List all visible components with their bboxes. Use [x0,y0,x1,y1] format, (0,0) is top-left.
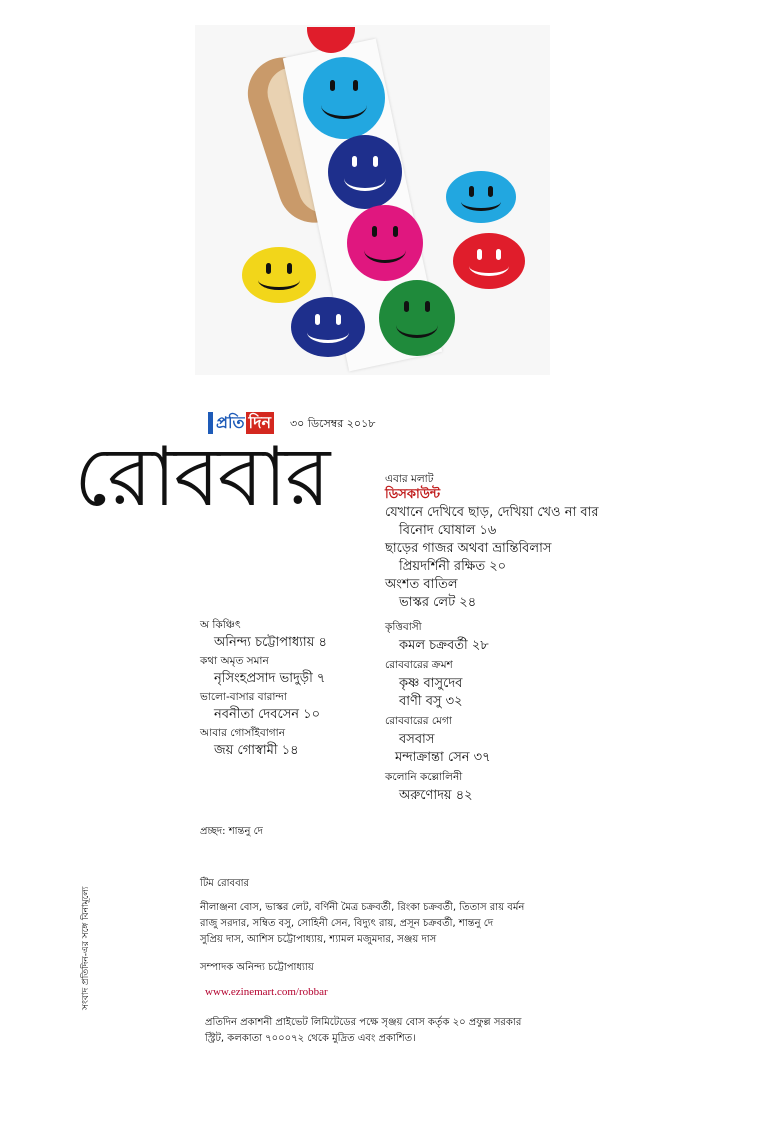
logo-text-part2: দিন [246,412,275,434]
smiley-navy-strip [328,135,402,209]
smiley-magenta-strip [347,205,423,281]
toc-label: এবার মলাট [385,473,434,485]
team-list [200,900,540,948]
cover-image [195,25,550,375]
toc-section: কথা অমৃত সমান [200,655,269,667]
toc-section-author: নবনীতা দেবসেন ১০ [214,707,321,722]
team-line: নীলাঞ্জনা বোস, ভাস্কর লেট, বর্ণিনী মৈত্র চক্রবর্তী, রিংকা চক্রবর্তী, তিতাস রায় বর্মন [200,902,525,913]
website-link[interactable]: www.ezinemart.com/robbar [205,986,328,998]
toc-left [200,618,400,760]
toc-section: আবার গোসাঁইবাগান [200,727,285,739]
toc-item-title: অংশত বাতিল [385,577,458,592]
toc-item-author: ভাস্কর লেট ২৪ [399,595,477,610]
printer-line: স্ট্রিট, কলকাতা ৭০০০৭২ থেকে মুদ্রিত এবং প্রকাশিত। [205,1033,416,1044]
smiley-lightblue-strip [303,57,385,139]
toc-section: রোববারের মেগা [385,715,452,727]
toc-item-title: যেখানে দেখিবে ছাড়, দেখিয়া খেও না বার [385,505,599,520]
toc-right [385,472,645,805]
magazine-title: রোববার [74,430,329,525]
free-supplement-note: সংবাদ প্রতিদিন-এর সঙ্গে বিনামূল্যে [81,886,91,1010]
toc-section-line: কৃষ্ণ বাসুদেব [399,676,463,691]
toc-section-author: জয় গোস্বামী ১৪ [214,743,299,758]
smiley-green-strip [379,280,455,356]
toc-item-title: ছাড়ের গাজর অথবা ভ্রান্তিবিলাস [385,541,552,556]
toc-section: কলোনি কল্লোলিনী [385,771,463,783]
toc-section-line: অরুণোদয় ৪২ [399,788,473,803]
team-line: সুপ্রিয় দাস, আশিস চট্টোপাধ্যায়, শ্যামল মজুমদার, সঞ্জয় দাস [200,934,437,945]
toc-section: রোববারের ক্রমশ [385,659,453,671]
smiley-yellow-loose [242,247,316,303]
toc-section-author: অনিন্দ্য চট্টোপাধ্যায় ৪ [214,635,327,650]
smiley-navy-loose [291,297,365,357]
team-heading: টিম রোববার [200,878,250,889]
logo-text-part1: প্রতি [216,413,245,432]
toc-section-author: নৃসিংহপ্রসাদ ভাদুড়ী ৭ [214,671,326,686]
toc-section: ভালো-বাসার বারান্দা [200,691,287,703]
toc-section: কৃত্তিবাসী [385,621,422,633]
toc-section-line: বসবাস [399,732,435,747]
smiley-red-loose [453,233,525,289]
printer-info [205,1015,535,1047]
toc-section-line: মন্দাক্রান্তা সেন ৩৭ [395,750,491,765]
toc-item-author: প্রিয়দর্শিনী রক্ষিত ২০ [399,559,507,574]
editor-credit: সম্পাদক অনিন্দ্য চট্টোপাধ্যায় [200,962,314,973]
smiley-lightblue-loose [446,171,516,223]
toc-section: অ কিঞ্চিৎ [200,619,241,631]
toc-feature: ডিসকাউন্ট [385,487,441,502]
toc-item-author: বিনোদ ঘোষাল ১৬ [399,523,497,538]
printer-line: প্রতিদিন প্রকাশনী প্রাইভেট লিমিটেডের পক্ষে সৃঞ্জয় বোস কর্তৃক ২০ প্রফুল্ল সরকার [205,1017,522,1028]
cover-credit: প্রচ্ছদ: শান্তনু দে [200,826,263,837]
toc-section-line: বাণী বসু ৩২ [399,694,463,709]
issue-date: ৩০ ডিসেম্বর ২০১৮ [290,417,376,430]
toc-section-line: কমল চক্রবর্তী ২৮ [399,638,489,653]
team-line: রাজু সরদার, সম্বিত বসু, সোহিনী সেন, বিদ্যুৎ রায়, প্রসূন চক্রবর্তী, শান্তনু দে [200,918,494,929]
